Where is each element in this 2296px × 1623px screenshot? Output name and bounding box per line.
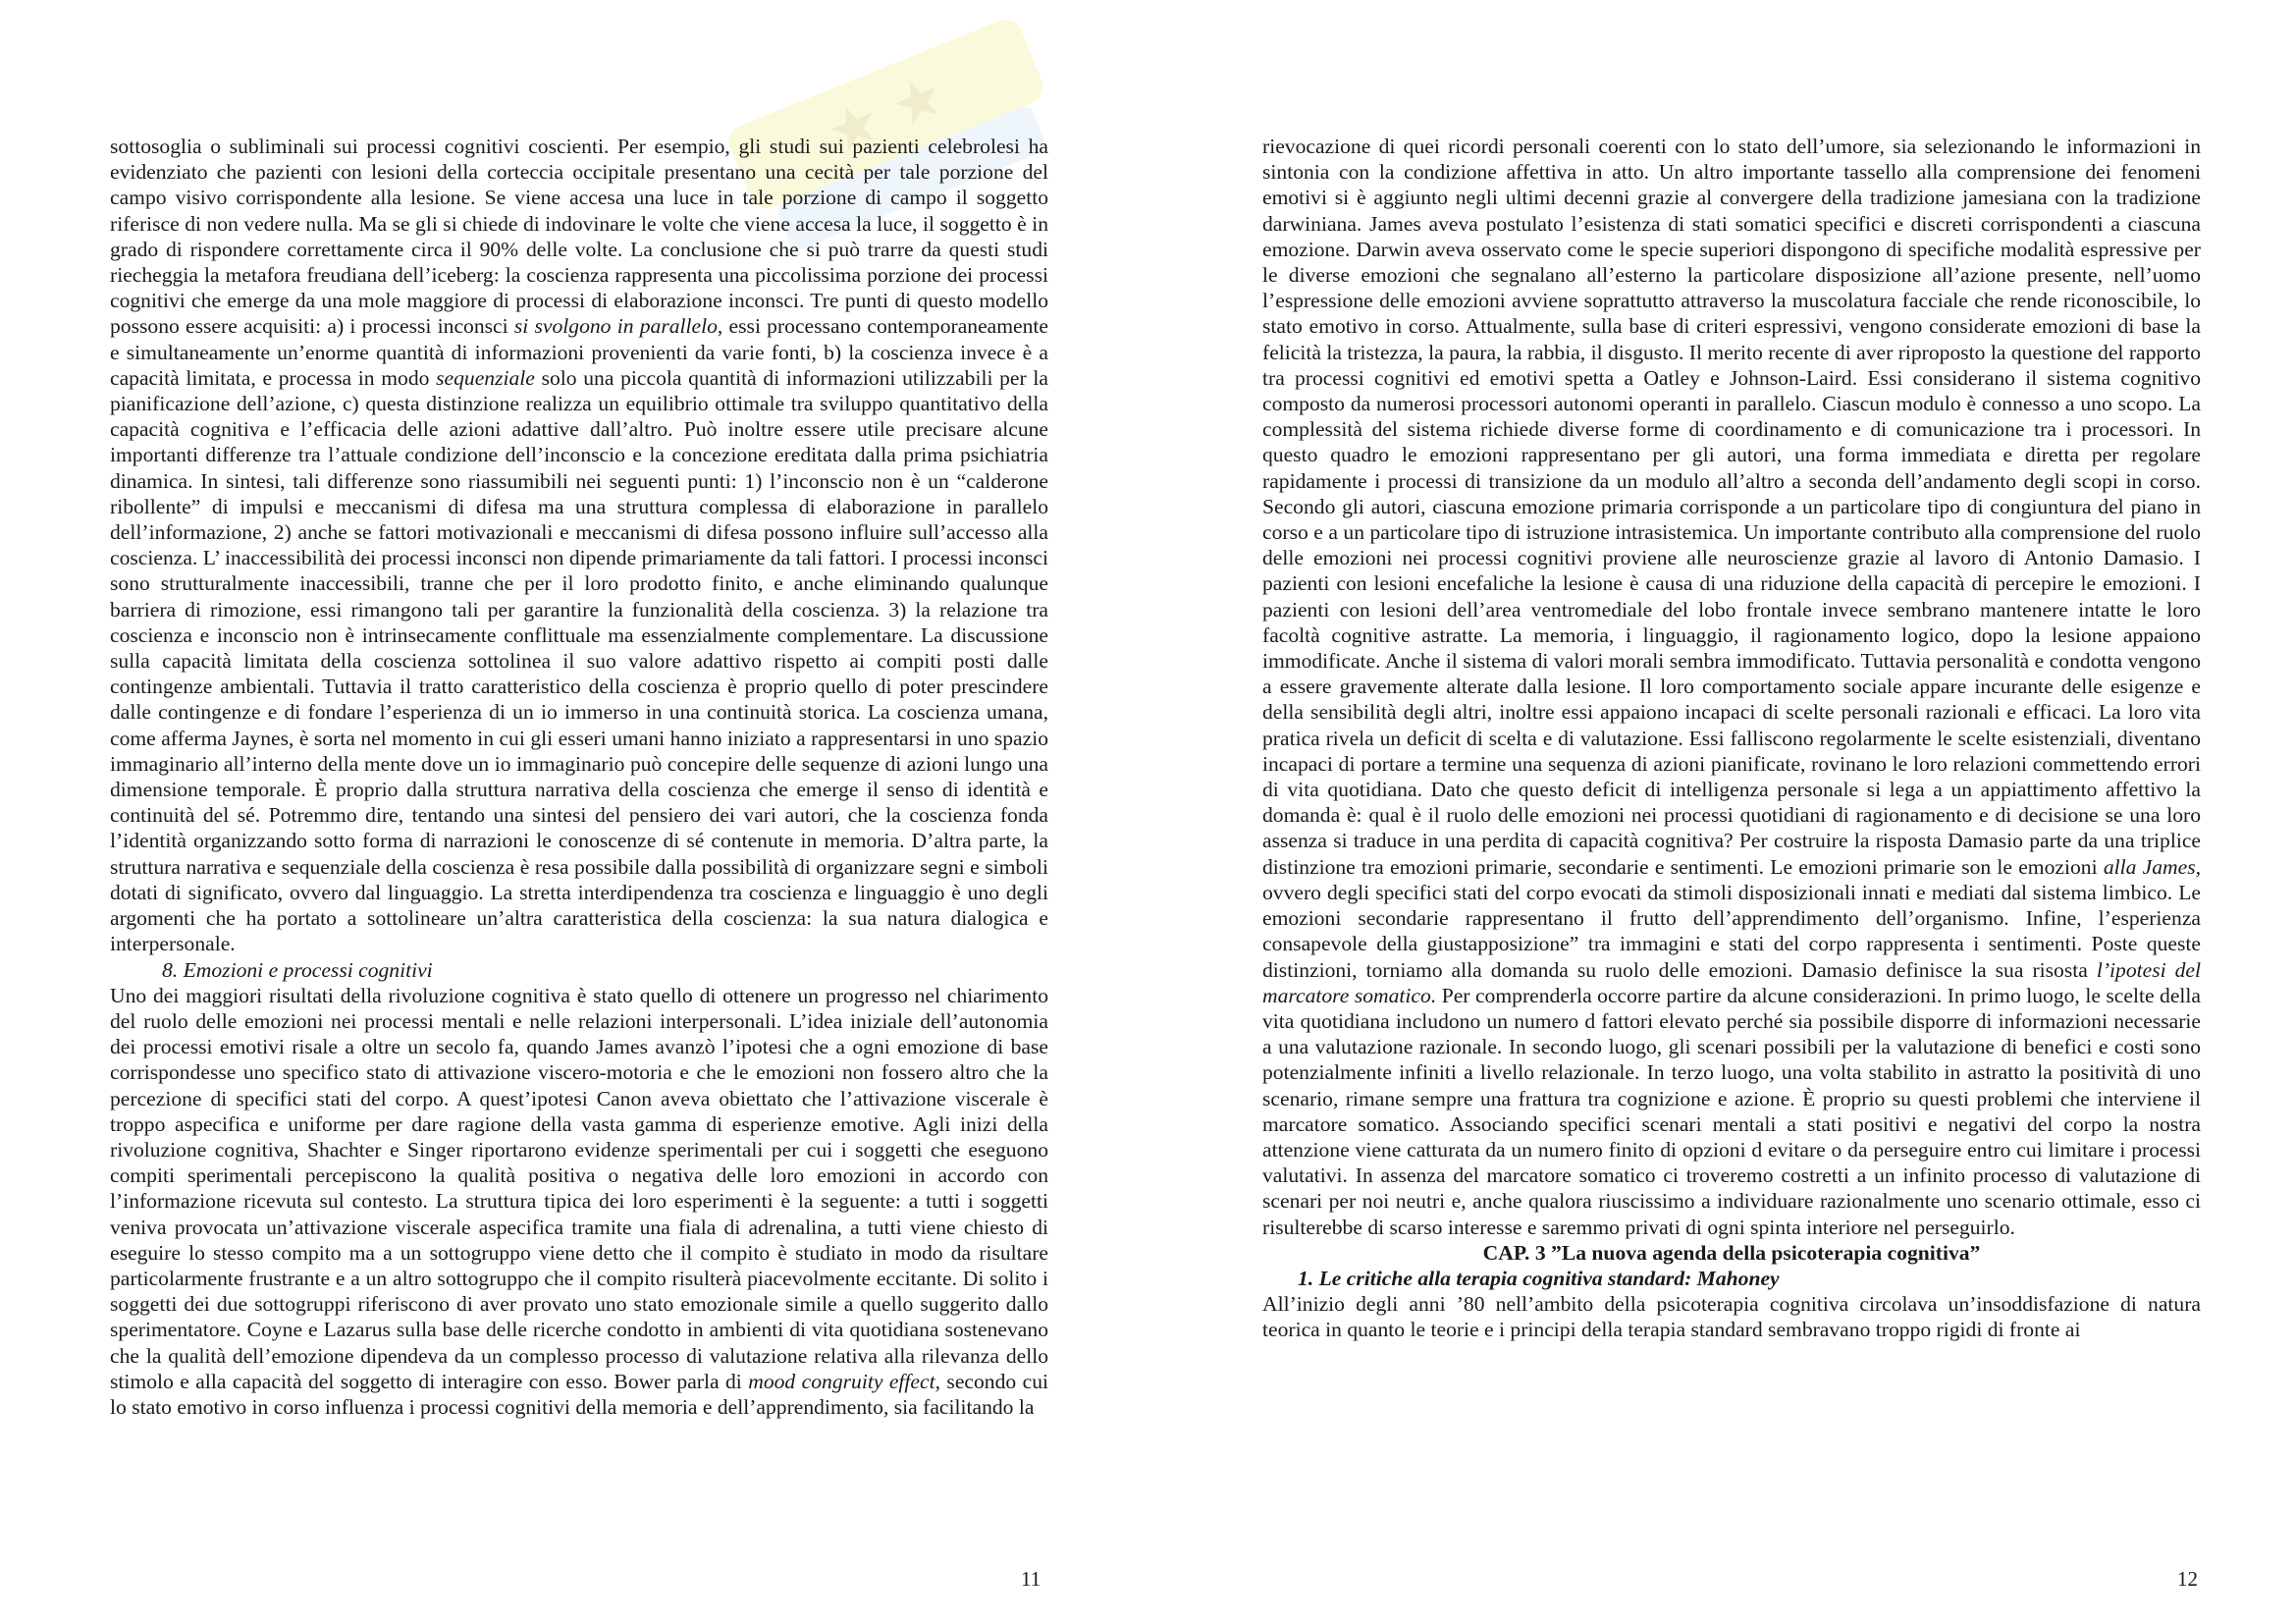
right-paragraph-2: All’inizio degli anni ’80 nell’ambito della psicoterapia cognitiva circolava un’insoddisfazione di natura teorica in quanto le teorie e i principi della terapia standard sembravano troppo rigidi di fronte ai — [1262, 1292, 2201, 1342]
left-paragraph-1: sottosoglia o subliminali sui processi cognitivi coscienti. Per esempio, gli studi sui pazienti celebrolesi ha evidenziato che pazienti con lesioni della corteccia occipitale presentano una cecità per tale porzione del campo visivo corrispondente alla lesione. Se viene accesa una luce in tale porzione di campo il soggetto riferisce di non vedere nulla. Ma se gli si chiede di indovinare le volte che viene accesa la luce, il soggetto è in grado di rispondere correttamente circa il 90% delle volte. La conclusione che si può trarre da questi studi riecheggia la metafora freudiana dell’iceberg: la coscienza rappresenta una piccolissima porzione dei processi cognitivi che emerge da una mole maggiore di processi di elaborazione inconsci. Tre punti di questo modello possono essere acquisiti: a) i processi inconsci si svolgono in parallelo, essi processano contemporaneamente e simultaneamente un’enorme quantità di informazioni provenienti da varie fonti, b) la coscienza invece è a capacità limitata, e processa in modo sequenziale solo una piccola quantità di informazioni utilizzabili per la pianificazione dell’azione, c) questa distinzione realizza un equilibrio ottimale tra sviluppo quantitativo della capacità cognitiva e l’efficacia delle azioni adattive dall’altro. Può inoltre essere utile precisare alcune importanti differenze tra l’attuale condizione dell’inconscio e la concezione ereditata dalla prima psichiatria dinamica. In sintesi, tali differenze sono riassumibili nei seguenti punti: 1) l’inconscio non è un “calderone ribollente” di impulsi e meccanismi di difesa ma una struttura complessa di elaborazione in parallelo dell’informazione, 2) anche se fattori motivazionali e meccanismi di difesa possono influire sull’accesso alla coscienza. L’ inaccessibilità dei processi inconsci non dipende primariamente da tali fattori. I processi inconsci sono strutturalmente inaccessibili, tranne che per il loro prodotto finito, e anche eliminando qualunque barriera di rimozione, essi rimangono tali per garantire la funzionalità della coscienza. 3) la relazione tra coscienza e inconscio non è intrinsecamente conflittuale ma essenzialmente complementare. La discussione sulla capacità limitata della coscienza sottolinea il suo valore adattivo rispetto ai compiti posti dalle contingenze ambientali. Tuttavia il tratto caratteristico della coscienza è proprio quello di poter prescindere dalle contingenze e di fondare l’esperienza di un io immerso in una continuità storica. La coscienza umana, come afferma Jaynes, è sorta nel momento in cui gli esseri umani hanno iniziato a rappresentarsi in uno spazio immaginario all’interno della mente dove un io immaginario può concepire delle sequenze di azioni lungo una dimensione temporale. È proprio dalla struttura narrativa della coscienza che emerge il senso di identità e continuità del sé. Potremmo dire, tentando una sintesi del pensiero dei vari autori, che la coscienza fonda l’identità organizzando sotto forma di narrazioni le conoscenze di sé contenute in memoria. D’altra parte, la struttura narrativa e sequenziale della coscienza è resa possibile dalla possibilità di organizzare segni e simboli dotati di significato, ovvero dal linguaggio. La stretta interdipendenza tra coscienza e linguaggio è uno degli argomenti che ha portato a sottolineare un’altra caratteristica della coscienza: la sua natura dialogica e interpersonale. — [110, 135, 1049, 956]
chapter-title: CAP. 3 ”La nuova agenda della psicoterapia cognitiva” — [1482, 1240, 1981, 1265]
svg-text:★ ★: ★ ★ — [817, 60, 955, 168]
left-paragraph-2: Uno dei maggiori risultati della rivoluzione cognitiva è stato quello di ottenere un progresso nel chiarimento del ruolo delle emozioni nei processi mentali e nelle relazioni interpersonali. L’idea iniziale dell’autonomia dei processi emotivi risale a oltre un secolo fa, quando James avanzò l’ipotesi che a ogni emozione di base corrispondesse uno specifico stato di attivazione viscero-motoria e che le emozioni non fossero altro che la percezione di specifici stati del corpo. A quest’ipotesi Canon aveva obiettato che l’attivazione viscerale è troppo aspecifica e uniforme per dare ragione della vasta gamma di esperienze emotive. Agli inizi della rivoluzione cognitiva, Shachter e Singer riportarono evidenze sperimentali per cui i soggetti che eseguono compiti sperimentali percepiscono la qualità positiva o negativa delle loro emozioni in accordo con l’informazione ricevuta sul contesto. La struttura tipica dei loro esperimenti è la seguente: a tutti i soggetti veniva provocata un’attivazione viscerale aspecifica tramite una fiala di adrenalina, a tutti viene chiesto di eseguire lo stesso compito ma a un sottogruppo viene detto che il compito è studiato in modo da risultare particolarmente frustrante e a un altro sottogruppo che il compito risulterà piacevolmente eccitante. Di solito i soggetti dei due sottogruppi riferiscono di aver provato uno stato emozionale simile a quello suggerito dallo sperimentatore. Coyne e Lazarus sulla base delle ricerche condotto in ambienti di vita quotidiana sostenevano che la qualità dell’emozione dipendeva da un complesso processo di valutazione relativa alla rilevanza dello stimolo e alla capacità del soggetto di interagire con esso. Bower parla di mood congruity effect, secondo cui lo stato emotivo in corso influenza i processi cognitivi della memoria e dell’apprendimento, sia facilitando la — [110, 983, 1049, 1419]
right-paragraph-1: rievocazione di quei ricordi personali coerenti con lo stato dell’umore, sia selezionando le informazioni in sintonia con la condizione affettiva in atto. Un altro importante tassello alla comprensione dei fenomeni emotivi si è aggiunto negli ultimi decenni grazie al convergere della tradizione jamesiana con la tradizione darwiniana. James aveva postulato l’esistenza di stati somatici specifici e discreti corrispondenti a ciascuna emozione. Darwin aveva osservato come le specie superiori dispongono di specifiche modalità espressive per le diverse emozioni che segnalano all’esterno la particolare disposizione all’azione presente, nell’uomo l’espressione delle emozioni avviene soprattutto attraverso la muscolatura facciale che rende riconoscibile, lo stato emotivo in corso. Attualmente, sulla base di criteri espressivi, vengono considerate emozioni di base la felicità la tristezza, la paura, la rabbia, il disgusto. Il merito recente di aver riproposto la questione del rapporto tra processi cognitivi ed emotivi spetta a Oatley e Johnson-Laird. Essi considerano il sistema cognitivo composto da numerosi processori autonomi operanti in parallelo. Ciascun modulo è connesso a uno scopo. La complessità del sistema richiede diverse forme di coordinamento e di comunicazione tra i processori. In questo quadro le emozioni rappresentano per gli autori, una forma immediata e diretta per regolare rapidamente i processi di transizione da un modulo all’altro a seconda dell’andamento degli scopi in corso. Secondo gli autori, ciascuna emozione primaria corrisponde a un particolare tipo di congiuntura del piano in corso e a un particolare tipo di istruzione intrasistemica. Un importante contributo alla comprensione del ruolo delle emozioni nei processi cognitivi proviene alle neuroscienze grazie al lavoro di Antonio Damasio. I pazienti con lesioni encefaliche la lesione è causa di una riduzione della capacità di percepire le emozioni. I pazienti con lesioni dell’area ventromediale del lobo frontale invece sembrano mantenere intatte le loro facoltà cognitive astratte. La memoria, i linguaggio, il ragionamento logico, dopo la lesione appaiono immodificate. Anche il sistema di valori morali sembra immodificato. Tuttavia personalità e condotta vengono a essere gravemente alterate dalla lesione. Il loro comportamento sociale appare incurante delle esigenze e della sensibilità degli altri, inoltre essi appaiono incapaci di scelte personali razionali e efficaci. La loro vita pratica rivela un deficit di scelta e di valutazione. Essi falliscono regolarmente le scelte esistenziali, diventano incapaci di portare a termine una sequenza di azioni pianificate, rovinano le loro relazioni commettendo errori di vita quotidiana. Dato che questo deficit di intelligenza personale si lega a un appiattimento affettivo la domanda è: qual è il ruolo delle emozioni nei processi quotidiani di ragionamento e di decisione se una loro assenza si traduce in una perdita di capacità cognitiva? Per costruire la risposta Damasio parte da una triplice distinzione tra emozioni primarie, secondarie e sentimenti. Le emozioni primarie son le emozioni alla James, ovvero degli specifici stati del corpo evocati da stimoli disposizionali innati e mediati dal sistema limbico. Le emozioni secondarie rappresentano il frutto dell’apprendimento dell’organismo. Infine, l’esperienza consapevole della giustapposizione” tra immagini e stati del corpo rappresenta i sentimenti. Poste queste distinzioni, torniamo alla domanda su ruolo delle emozioni. Damasio definisce la sua risosta l’ipotesi del marcatore somatico. Per comprenderla occorre partire da alcune considerazioni. In primo luogo, le scelte della vita quotidiana includono un numero d fattori elevato perché sia possibile disporre di informazioni necessarie a una valutazione razionale. In secondo luogo, gli scenari possibili per la valutazione di benefici e costi sono potenzialmente infiniti a livello relazionale. In terzo luogo, una volta stabilito in astratto la positività di uno scenario, rimane sempre una frattura tra cognizione e azione. È proprio su questi problemi che interviene il marcatore somatico. Associando specifici scenari mentali a stati positivi e negativi del corpo la nostra attenzione viene catturata da un numero finito di opzioni d evitare o da perseguire entro cui limitare i processi valutativi. In assenza del marcatore somatico ci troveremo costretti a un infinito processo di valutazione di scenari per noi neutri e, anche qualora riuscissimo a individuare razionalmente uno scenario ottimale, esso ci risulterebbe di scarso interesse e saremmo privati di ogni spinta interiore nel perseguirlo. — [1262, 135, 2201, 1239]
left-page-column — [110, 134, 1048, 1420]
page-number-right: 12 — [2177, 1567, 2198, 1591]
right-page-column — [1262, 134, 2201, 1343]
page-number-left: 11 — [1021, 1567, 1041, 1591]
subsection-title: 1. Le critiche alla terapia cognitiva standard: Mahoney — [1298, 1266, 1780, 1290]
section-title: 8. Emozioni e processi cognitivi — [162, 957, 433, 982]
